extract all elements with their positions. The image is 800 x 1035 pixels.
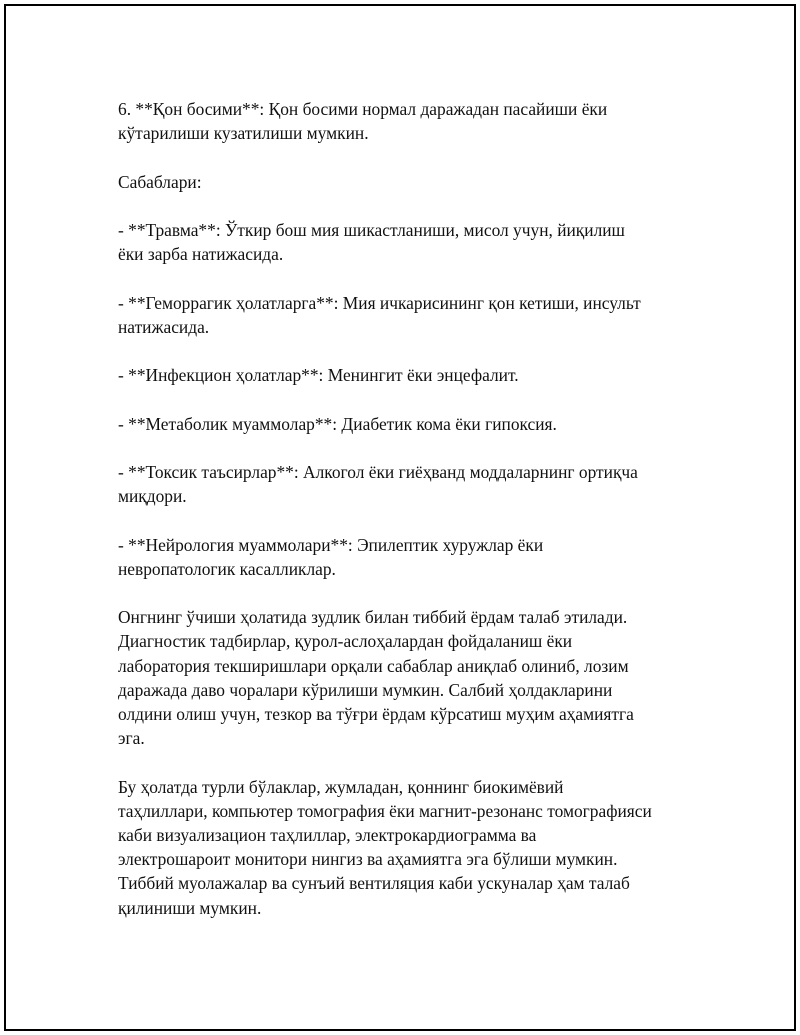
page-frame	[4, 4, 796, 1031]
list-item-neurological: - **Нейрология муаммолари**: Эпилептик хуружлар ёки невропатологик касалликлар.	[118, 534, 544, 579]
paragraph-causes-heading: Сабаблари:	[118, 171, 202, 192]
list-item-infectious: - **Инфекцион ҳолатлар**: Менингит ёки энцефалит.	[118, 365, 519, 386]
paragraph-diagnostics: Бу ҳолатда турли бўлаклар, жумладан, қоннинг биокимёвий таҳлиллари, компьютер томография ёки магнит-резонанс томографияси каби визуализацион таҳлиллар, электрокардиограмма ва электрошароит монитори нингиз ва аҳамиятга эга бўлиши мумкин. Тиббий муолажалар ва сунъий вентиляция каби ускуналар ҳам талаб қилиниши мумкин.	[118, 776, 652, 918]
page-content	[118, 97, 708, 920]
list-item-hemorrhagic: - **Геморрагик ҳолатларга**: Мия ичкарисининг қон кетиши, инсульт натижасида.	[118, 292, 641, 337]
list-item-toxic: - **Токсик таъсирлар**: Алкогол ёки гиёҳванд моддаларнинг ортиқча миқдори.	[118, 461, 638, 507]
list-item-metabolic: - **Метаболик муаммолар**: Диабетик кома ёки гипоксия.	[118, 413, 557, 434]
paragraph-blood-pressure: 6. **Қон босими**: Қон босими нормал даражадан пасайиши ёки кўтарилиши кузатилиши мумкин.	[118, 99, 608, 144]
list-item-trauma: - **Травма**: Ўткир бош мия шикастланиши, мисол учун, йиқилиш ёки зарба натижасида.	[118, 219, 625, 265]
paragraph-medical-aid: Онгнинг ўчиши ҳолатида зудлик билан тиббий ёрдам талаб этилади. Диагностик тадбирлар, қурол-аслоҳалардан фойдаланиш ёки лаборатория текширишлари орқали сабаблар аниқлаб олиниб, лозим даражада даво чоралари кўрилиши мумкин. Салбий ҳолдакларини олдини олиш учун, тезкор ва тўғри ёрдам кўрсатиш муҳим аҳамиятга эга.	[118, 607, 634, 749]
